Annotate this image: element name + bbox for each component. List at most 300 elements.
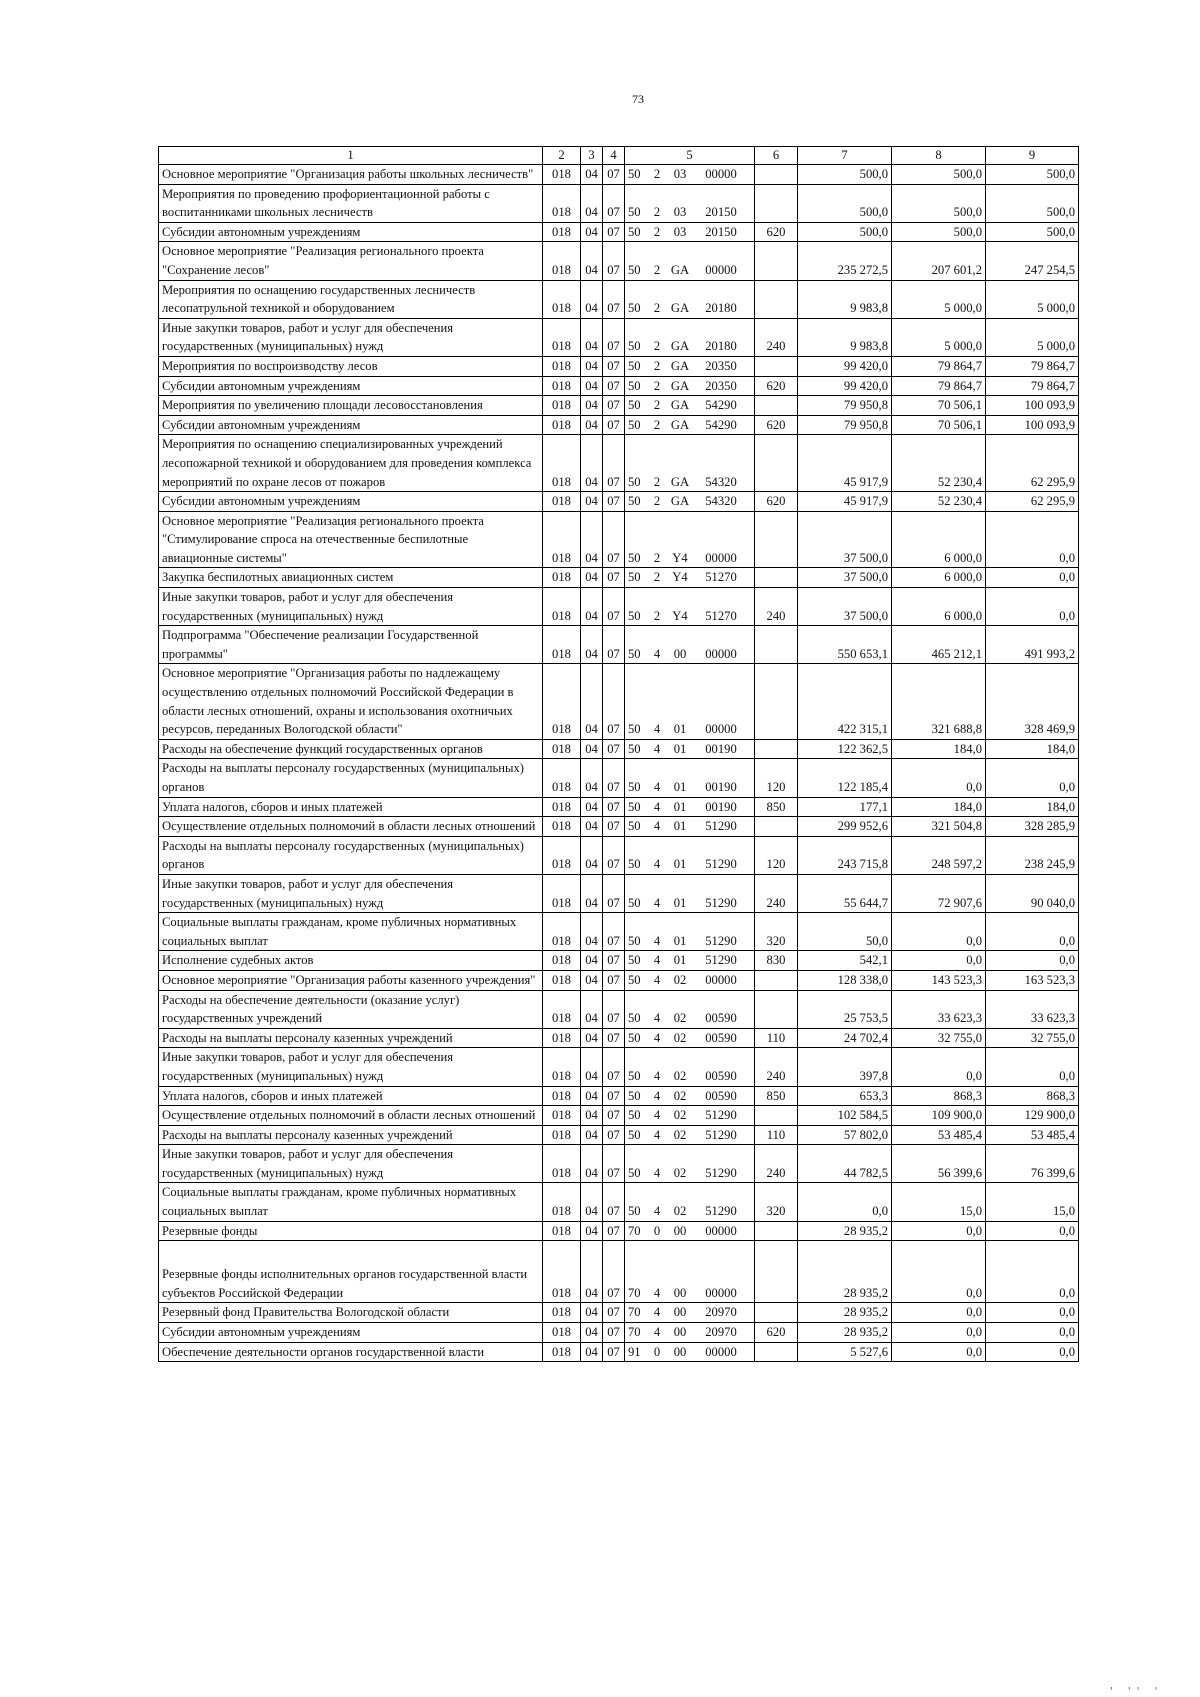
expense-type-code: 240 [755, 874, 798, 912]
amount-year-1: 299 952,6 [798, 817, 892, 837]
row-name: Осуществление отдельных полномочий в области лесных отношений [159, 817, 543, 837]
code-segment: 50 [628, 857, 641, 872]
code-segment: 50 [628, 933, 641, 948]
table-row [159, 1323, 1079, 1343]
row-name: Подпрограмма "Обеспечение реализации Государственной программы" [159, 626, 543, 664]
code-segment: 2 [653, 398, 661, 413]
code-segment: 00190 [705, 780, 737, 794]
podrazdel-code: 07 [603, 874, 625, 912]
amount-year-1: 37 500,0 [798, 588, 892, 626]
razdel-code: 04 [581, 970, 603, 990]
target-article-code [625, 1323, 755, 1343]
amount-year-3: 62 295,9 [986, 435, 1079, 492]
expense-type-code: 620 [755, 492, 798, 512]
code-segment: 00000 [705, 1285, 737, 1300]
code-segment: Y4 [672, 550, 688, 565]
code-segment: 4 [653, 780, 661, 794]
amount-year-1: 0,0 [798, 1183, 892, 1221]
budget-table [158, 146, 1079, 1362]
code-segment: 70 [628, 1305, 641, 1320]
row-name: Расходы на обеспечение функций государственных органов [159, 739, 543, 759]
page-number: 73 [632, 92, 644, 106]
amount-year-1: 128 338,0 [798, 970, 892, 990]
expense-type-code [755, 511, 798, 568]
amount-year-1: 177,1 [798, 797, 892, 817]
code-segment: 51290 [705, 857, 737, 872]
amount-year-3: 500,0 [986, 222, 1079, 242]
podrazdel-code: 07 [603, 356, 625, 376]
code-segment: 01 [673, 722, 687, 737]
code-segment: GA [670, 358, 690, 373]
code-segment: 54320 [705, 494, 737, 509]
amount-year-2: 184,0 [892, 797, 986, 817]
amount-year-2: 207 601,2 [892, 242, 986, 280]
code-segment: 50 [628, 358, 641, 373]
code-segment: 2 [653, 608, 661, 623]
glava-code: 018 [543, 1241, 581, 1303]
row-name: Мероприятия по оснащению государственных лесничеств лесопатрульной техникой и оборудованием [159, 280, 543, 318]
target-article-code [625, 568, 755, 588]
code-segment: 51290 [705, 1108, 737, 1123]
expense-type-code [755, 165, 798, 185]
header-cell: 8 [892, 147, 986, 165]
table-body [159, 165, 1079, 1362]
row-name: Мероприятия по увеличению площади лесовосстановления [159, 396, 543, 416]
amount-year-3: 0,0 [986, 511, 1079, 568]
target-article-code [625, 222, 755, 242]
amount-year-1: 45 917,9 [798, 435, 892, 492]
amount-year-1: 550 653,1 [798, 626, 892, 664]
amount-year-3: 79 864,7 [986, 356, 1079, 376]
table-row [159, 874, 1079, 912]
code-segment: 01 [673, 933, 687, 948]
podrazdel-code: 07 [603, 165, 625, 185]
expense-type-code: 240 [755, 1145, 798, 1183]
row-name: Основное мероприятие "Организация работы казенного учреждения" [159, 970, 543, 990]
row-name: Субсидии автономным учреждениям [159, 222, 543, 242]
razdel-code: 04 [581, 951, 603, 971]
amount-year-2: 32 755,0 [892, 1028, 986, 1048]
podrazdel-code: 07 [603, 588, 625, 626]
code-segment: GA [670, 262, 690, 277]
razdel-code: 04 [581, 1106, 603, 1126]
amount-year-2: 72 907,6 [892, 874, 986, 912]
code-segment: 01 [673, 799, 687, 814]
table-row [159, 356, 1079, 376]
expense-type-code: 620 [755, 1323, 798, 1343]
glava-code: 018 [543, 817, 581, 837]
code-segment: 54290 [705, 417, 737, 432]
code-segment: 4 [653, 1325, 661, 1340]
row-name: Осуществление отдельных полномочий в области лесных отношений [159, 1106, 543, 1126]
glava-code: 018 [543, 759, 581, 797]
amount-year-2: 0,0 [892, 1323, 986, 1343]
row-name: Расходы на обеспечение деятельности (оказание услуг) государственных учреждений [159, 990, 543, 1028]
code-segment: 00 [673, 1223, 687, 1238]
amount-year-2: 15,0 [892, 1183, 986, 1221]
amount-year-3: 32 755,0 [986, 1028, 1079, 1048]
razdel-code: 04 [581, 1241, 603, 1303]
amount-year-2: 0,0 [892, 1221, 986, 1241]
row-name: Иные закупки товаров, работ и услуг для обеспечения государственных (муниципальных) нужд [159, 1048, 543, 1086]
target-article-code [625, 1028, 755, 1048]
code-segment: 00000 [705, 972, 737, 987]
code-segment: 03 [673, 224, 687, 239]
target-article-code [625, 664, 755, 739]
code-segment: 01 [673, 953, 687, 968]
table-row [159, 492, 1079, 512]
target-article-code [625, 817, 755, 837]
table-row [159, 664, 1079, 739]
amount-year-3: 184,0 [986, 797, 1079, 817]
target-article-code [625, 184, 755, 222]
target-article-code [625, 588, 755, 626]
amount-year-1: 397,8 [798, 1048, 892, 1086]
amount-year-3: 90 040,0 [986, 874, 1079, 912]
amount-year-3: 0,0 [986, 1241, 1079, 1303]
code-segment: 02 [673, 1088, 687, 1103]
amount-year-3: 100 093,9 [986, 415, 1079, 435]
table-row [159, 511, 1079, 568]
podrazdel-code: 07 [603, 664, 625, 739]
glava-code: 018 [543, 318, 581, 356]
podrazdel-code: 07 [603, 1241, 625, 1303]
code-segment: 50 [628, 972, 641, 987]
razdel-code: 04 [581, 1342, 603, 1362]
target-article-code [625, 318, 755, 356]
code-segment: 02 [673, 1204, 687, 1219]
glava-code: 018 [543, 222, 581, 242]
podrazdel-code: 07 [603, 990, 625, 1028]
code-segment: GA [670, 301, 690, 316]
amount-year-2: 5 000,0 [892, 318, 986, 356]
code-segment: 00000 [705, 550, 737, 565]
header-cell: 7 [798, 147, 892, 165]
code-segment: 2 [653, 417, 661, 432]
podrazdel-code: 07 [603, 280, 625, 318]
code-segment: 50 [628, 494, 641, 509]
amount-year-3: 500,0 [986, 184, 1079, 222]
code-segment: 2 [653, 570, 661, 585]
amount-year-3: 62 295,9 [986, 492, 1079, 512]
expense-type-code [755, 184, 798, 222]
code-segment: 70 [628, 1285, 641, 1300]
code-segment: 50 [628, 953, 641, 968]
podrazdel-code: 07 [603, 415, 625, 435]
podrazdel-code: 07 [603, 511, 625, 568]
code-segment: 4 [653, 895, 661, 910]
row-name: Основное мероприятие "Организация работы школьных лесничеств" [159, 165, 543, 185]
table-row [159, 222, 1079, 242]
razdel-code: 04 [581, 222, 603, 242]
amount-year-3: 184,0 [986, 739, 1079, 759]
podrazdel-code: 07 [603, 1221, 625, 1241]
header-cell: 1 [159, 147, 543, 165]
table-row [159, 1183, 1079, 1221]
glava-code: 018 [543, 970, 581, 990]
amount-year-2: 0,0 [892, 1048, 986, 1086]
table-row [159, 242, 1079, 280]
podrazdel-code: 07 [603, 318, 625, 356]
glava-code: 018 [543, 492, 581, 512]
code-segment: 50 [628, 1011, 641, 1026]
podrazdel-code: 07 [603, 913, 625, 951]
glava-code: 018 [543, 165, 581, 185]
row-name: Расходы на выплаты персоналу государственных (муниципальных) органов [159, 836, 543, 874]
table-row [159, 817, 1079, 837]
razdel-code: 04 [581, 1145, 603, 1183]
razdel-code: 04 [581, 165, 603, 185]
amount-year-3: 163 523,3 [986, 970, 1079, 990]
amount-year-1: 50,0 [798, 913, 892, 951]
amount-year-1: 37 500,0 [798, 568, 892, 588]
amount-year-2: 6 000,0 [892, 511, 986, 568]
expense-type-code: 110 [755, 1125, 798, 1145]
podrazdel-code: 07 [603, 970, 625, 990]
code-segment: 50 [628, 722, 641, 737]
target-article-code [625, 1086, 755, 1106]
podrazdel-code: 07 [603, 739, 625, 759]
code-segment: 4 [653, 741, 661, 756]
podrazdel-code: 07 [603, 1086, 625, 1106]
amount-year-3: 79 864,7 [986, 376, 1079, 396]
code-segment: 51290 [705, 1204, 737, 1219]
expense-type-code: 830 [755, 951, 798, 971]
code-segment: 20350 [705, 358, 737, 373]
row-name: Закупка беспилотных авиационных систем [159, 568, 543, 588]
glava-code: 018 [543, 1028, 581, 1048]
amount-year-1: 122 185,4 [798, 759, 892, 797]
expense-type-code [755, 1221, 798, 1241]
amount-year-3: 0,0 [986, 951, 1079, 971]
code-segment: 00190 [705, 741, 737, 756]
code-segment: 20180 [705, 301, 737, 316]
code-segment: 4 [653, 819, 661, 834]
podrazdel-code: 07 [603, 759, 625, 797]
amount-year-1: 28 935,2 [798, 1323, 892, 1343]
header-cell: 6 [755, 147, 798, 165]
row-name: Мероприятия по проведению профориентационной работы с воспитанниками школьных лесничеств [159, 184, 543, 222]
amount-year-1: 542,1 [798, 951, 892, 971]
expense-type-code [755, 970, 798, 990]
amount-year-2: 70 506,1 [892, 396, 986, 416]
expense-type-code: 850 [755, 1086, 798, 1106]
amount-year-1: 500,0 [798, 222, 892, 242]
razdel-code: 04 [581, 415, 603, 435]
code-segment: 00590 [705, 1030, 737, 1045]
amount-year-2: 0,0 [892, 1303, 986, 1323]
code-segment: 50 [628, 1030, 641, 1045]
glava-code: 018 [543, 1342, 581, 1362]
amount-year-1: 9 983,8 [798, 318, 892, 356]
code-segment: 00 [673, 1285, 687, 1300]
amount-year-1: 79 950,8 [798, 396, 892, 416]
amount-year-2: 868,3 [892, 1086, 986, 1106]
amount-year-3: 0,0 [986, 1323, 1079, 1343]
row-name: Уплата налогов, сборов и иных платежей [159, 1086, 543, 1106]
amount-year-2: 0,0 [892, 913, 986, 951]
table-row [159, 739, 1079, 759]
row-name: Иные закупки товаров, работ и услуг для обеспечения государственных (муниципальных) нужд [159, 1145, 543, 1183]
header-cell: 4 [603, 147, 625, 165]
razdel-code: 04 [581, 184, 603, 222]
podrazdel-code: 07 [603, 222, 625, 242]
code-segment: 4 [653, 799, 661, 814]
row-name: Расходы на выплаты персоналу казенных учреждений [159, 1028, 543, 1048]
expense-type-code [755, 739, 798, 759]
code-segment: 70 [628, 1223, 641, 1238]
target-article-code [625, 1183, 755, 1221]
expense-type-code [755, 242, 798, 280]
row-name: Резервные фонды исполнительных органов государственной власти субъектов Российской Федерации [159, 1241, 543, 1303]
row-name: Расходы на выплаты персоналу казенных учреждений [159, 1125, 543, 1145]
code-segment: 50 [628, 224, 641, 239]
code-segment: 01 [673, 819, 687, 834]
amount-year-1: 28 935,2 [798, 1221, 892, 1241]
target-article-code [625, 242, 755, 280]
razdel-code: 04 [581, 739, 603, 759]
amount-year-1: 122 362,5 [798, 739, 892, 759]
amount-year-3: 0,0 [986, 913, 1079, 951]
glava-code: 018 [543, 356, 581, 376]
amount-year-2: 6 000,0 [892, 568, 986, 588]
expense-type-code: 320 [755, 913, 798, 951]
amount-year-3: 328 469,9 [986, 664, 1079, 739]
amount-year-2: 52 230,4 [892, 492, 986, 512]
amount-year-2: 5 000,0 [892, 280, 986, 318]
code-segment: 00000 [705, 167, 737, 181]
code-segment: 00590 [705, 1068, 737, 1083]
code-segment: 50 [628, 262, 641, 277]
target-article-code [625, 280, 755, 318]
glava-code: 018 [543, 1106, 581, 1126]
header-cell: 9 [986, 147, 1079, 165]
expense-type-code [755, 817, 798, 837]
row-name: Социальные выплаты гражданам, кроме публичных нормативных социальных выплат [159, 913, 543, 951]
expense-type-code [755, 356, 798, 376]
expense-type-code: 240 [755, 588, 798, 626]
table-row [159, 1048, 1079, 1086]
amount-year-1: 9 983,8 [798, 280, 892, 318]
amount-year-2: 33 623,3 [892, 990, 986, 1028]
code-segment: 02 [673, 1165, 687, 1180]
expense-type-code [755, 626, 798, 664]
amount-year-1: 102 584,5 [798, 1106, 892, 1126]
amount-year-1: 99 420,0 [798, 376, 892, 396]
code-segment: 51270 [705, 608, 737, 623]
razdel-code: 04 [581, 626, 603, 664]
target-article-code [625, 1048, 755, 1086]
glava-code: 018 [543, 1303, 581, 1323]
glava-code: 018 [543, 990, 581, 1028]
amount-year-3: 0,0 [986, 1048, 1079, 1086]
glava-code: 018 [543, 913, 581, 951]
code-segment: GA [670, 378, 690, 393]
razdel-code: 04 [581, 1125, 603, 1145]
amount-year-3: 0,0 [986, 568, 1079, 588]
code-segment: 4 [653, 953, 661, 968]
expense-type-code [755, 1303, 798, 1323]
razdel-code: 04 [581, 990, 603, 1028]
razdel-code: 04 [581, 356, 603, 376]
table-row [159, 376, 1079, 396]
code-segment: 54320 [705, 474, 737, 489]
razdel-code: 04 [581, 492, 603, 512]
code-segment: 50 [628, 550, 641, 565]
amount-year-1: 55 644,7 [798, 874, 892, 912]
code-segment: 50 [628, 570, 641, 585]
amount-year-2: 143 523,3 [892, 970, 986, 990]
glava-code: 018 [543, 1125, 581, 1145]
razdel-code: 04 [581, 1028, 603, 1048]
glava-code: 018 [543, 568, 581, 588]
code-segment: 50 [628, 1127, 641, 1142]
target-article-code [625, 511, 755, 568]
glava-code: 018 [543, 415, 581, 435]
target-article-code [625, 1221, 755, 1241]
razdel-code: 04 [581, 1086, 603, 1106]
podrazdel-code: 07 [603, 951, 625, 971]
target-article-code [625, 1342, 755, 1362]
amount-year-3: 129 900,0 [986, 1106, 1079, 1126]
code-segment: 51290 [705, 819, 737, 834]
podrazdel-code: 07 [603, 1125, 625, 1145]
row-name: Субсидии автономным учреждениям [159, 492, 543, 512]
amount-year-1: 500,0 [798, 184, 892, 222]
code-segment: 20150 [705, 205, 737, 220]
code-segment: 4 [653, 722, 661, 737]
code-segment: 20970 [705, 1305, 737, 1320]
table-row [159, 951, 1079, 971]
code-segment: 2 [653, 205, 661, 220]
podrazdel-code: 07 [603, 184, 625, 222]
razdel-code: 04 [581, 797, 603, 817]
row-name: Мероприятия по воспроизводству лесов [159, 356, 543, 376]
expense-type-code [755, 990, 798, 1028]
row-name: Мероприятия по оснащению специализированных учреждений лесопожарной техникой и оборудованием для проведения комплекса мероприятий по охране лесов от пожаров [159, 435, 543, 492]
glava-code: 018 [543, 588, 581, 626]
razdel-code: 04 [581, 1221, 603, 1241]
glava-code: 018 [543, 1048, 581, 1086]
amount-year-1: 44 782,5 [798, 1145, 892, 1183]
amount-year-3: 15,0 [986, 1183, 1079, 1221]
amount-year-1: 45 917,9 [798, 492, 892, 512]
expense-type-code: 620 [755, 415, 798, 435]
table-row [159, 415, 1079, 435]
glava-code: 018 [543, 1183, 581, 1221]
razdel-code: 04 [581, 318, 603, 356]
code-segment: 03 [673, 205, 687, 220]
code-segment: 50 [628, 301, 641, 316]
code-segment: Y4 [672, 570, 688, 585]
code-segment: 00190 [705, 799, 737, 814]
expense-type-code: 120 [755, 759, 798, 797]
amount-year-1: 28 935,2 [798, 1303, 892, 1323]
amount-year-1: 5 527,6 [798, 1342, 892, 1362]
amount-year-2: 0,0 [892, 1241, 986, 1303]
amount-year-3: 328 285,9 [986, 817, 1079, 837]
code-segment: 50 [628, 339, 641, 354]
code-segment: 2 [653, 358, 661, 373]
amount-year-1: 25 753,5 [798, 990, 892, 1028]
code-segment: 2 [653, 167, 661, 181]
code-segment: 2 [653, 301, 661, 316]
expense-type-code [755, 568, 798, 588]
amount-year-1: 28 935,2 [798, 1241, 892, 1303]
glava-code: 018 [543, 664, 581, 739]
table-row [159, 280, 1079, 318]
code-segment: 0 [653, 1344, 661, 1359]
